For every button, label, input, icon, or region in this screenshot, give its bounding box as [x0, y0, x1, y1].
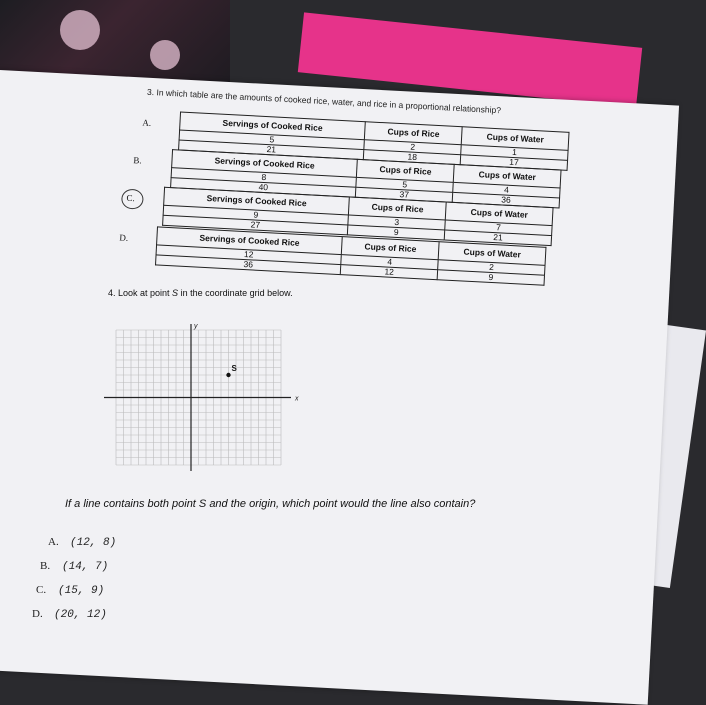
header-cups-water: Cups of Water [438, 242, 546, 266]
header-cups-rice: Cups of Rice [365, 122, 463, 145]
option-letter: B. [133, 155, 142, 166]
answer-letter: A. [48, 536, 59, 548]
table-cell: 27 [163, 215, 349, 235]
y-axis-label: y [194, 323, 198, 330]
header-servings: Servings of Cooked Rice [172, 150, 358, 178]
header-cups-water: Cups of Water [445, 202, 553, 226]
header-servings: Servings of Cooked Rice [164, 187, 350, 215]
table-cell: 9 [437, 270, 544, 286]
header-servings: Servings of Cooked Rice [157, 227, 343, 255]
flower-pattern [60, 10, 100, 50]
header-cups-water: Cups of Water [453, 164, 561, 188]
option-letter: A. [142, 117, 152, 128]
answer-text: (20, 12) [54, 609, 107, 621]
table-cell: 40 [171, 178, 357, 198]
table-cell: 9 [348, 225, 445, 240]
question-4-prompt [108, 288, 293, 298]
option-letter: C. [126, 192, 136, 204]
flower-pattern [150, 40, 180, 70]
answer-choice-d[interactable] [32, 608, 107, 621]
question-3-prompt: 3. In which table are the amounts of cooked rice, water, and rice in a proportional relationship? [146, 86, 502, 116]
question-4-text: If a line contains both point S and the origin, which point would the line also contain? [65, 498, 476, 510]
answer-choice-b[interactable] [40, 560, 108, 573]
prompt-prefix: 4. Look at point [108, 288, 173, 298]
table-cell: 12 [340, 265, 437, 280]
table-cell: 36 [452, 192, 559, 208]
answer-text: (12, 8) [70, 537, 117, 549]
table-cell: 21 [444, 230, 551, 246]
coordinate-grid [96, 322, 299, 482]
table-cell: 2 [364, 140, 461, 155]
answer-letter: D. [32, 608, 43, 620]
header-cups-rice: Cups of Rice [342, 237, 440, 260]
answer-letter: B. [40, 560, 51, 572]
header-cups-water: Cups of Water [461, 127, 569, 151]
table-cell: 5 [179, 130, 365, 150]
answer-text: (15, 9) [58, 585, 105, 597]
table-cell: 1 [461, 145, 568, 161]
table-cell: 9 [163, 205, 349, 225]
point-name: S [172, 288, 179, 298]
point-s-label: S [231, 364, 237, 373]
header-cups-rice: Cups of Rice [357, 159, 455, 182]
answer-choice-a[interactable] [48, 536, 116, 549]
answer-letter: C. [36, 584, 47, 596]
table-cell: 4 [453, 182, 560, 198]
table-cell: 18 [364, 150, 461, 165]
x-axis-label: x [295, 395, 299, 403]
table-cell: 36 [156, 255, 342, 275]
header-cups-rice: Cups of Rice [349, 197, 447, 220]
table-cell: 5 [356, 177, 453, 192]
table-cell: 37 [356, 187, 453, 202]
table-cell: 3 [348, 215, 445, 230]
table-cell: 2 [438, 260, 545, 276]
coordinate-grid-svg [96, 322, 299, 482]
point-s [226, 373, 230, 377]
table-cell: 7 [445, 220, 552, 236]
option-letter: D. [119, 232, 129, 243]
table-cell: 4 [341, 255, 438, 270]
table-cell: 17 [460, 155, 567, 171]
table-cell: 12 [156, 245, 342, 265]
table-cell: 21 [179, 140, 365, 160]
answer-choice-c[interactable] [36, 584, 104, 597]
header-servings: Servings of Cooked Rice [180, 112, 366, 140]
answer-text: (14, 7) [62, 561, 109, 573]
table-cell: 8 [171, 168, 357, 188]
prompt-suffix: in the coordinate grid below. [178, 288, 293, 298]
